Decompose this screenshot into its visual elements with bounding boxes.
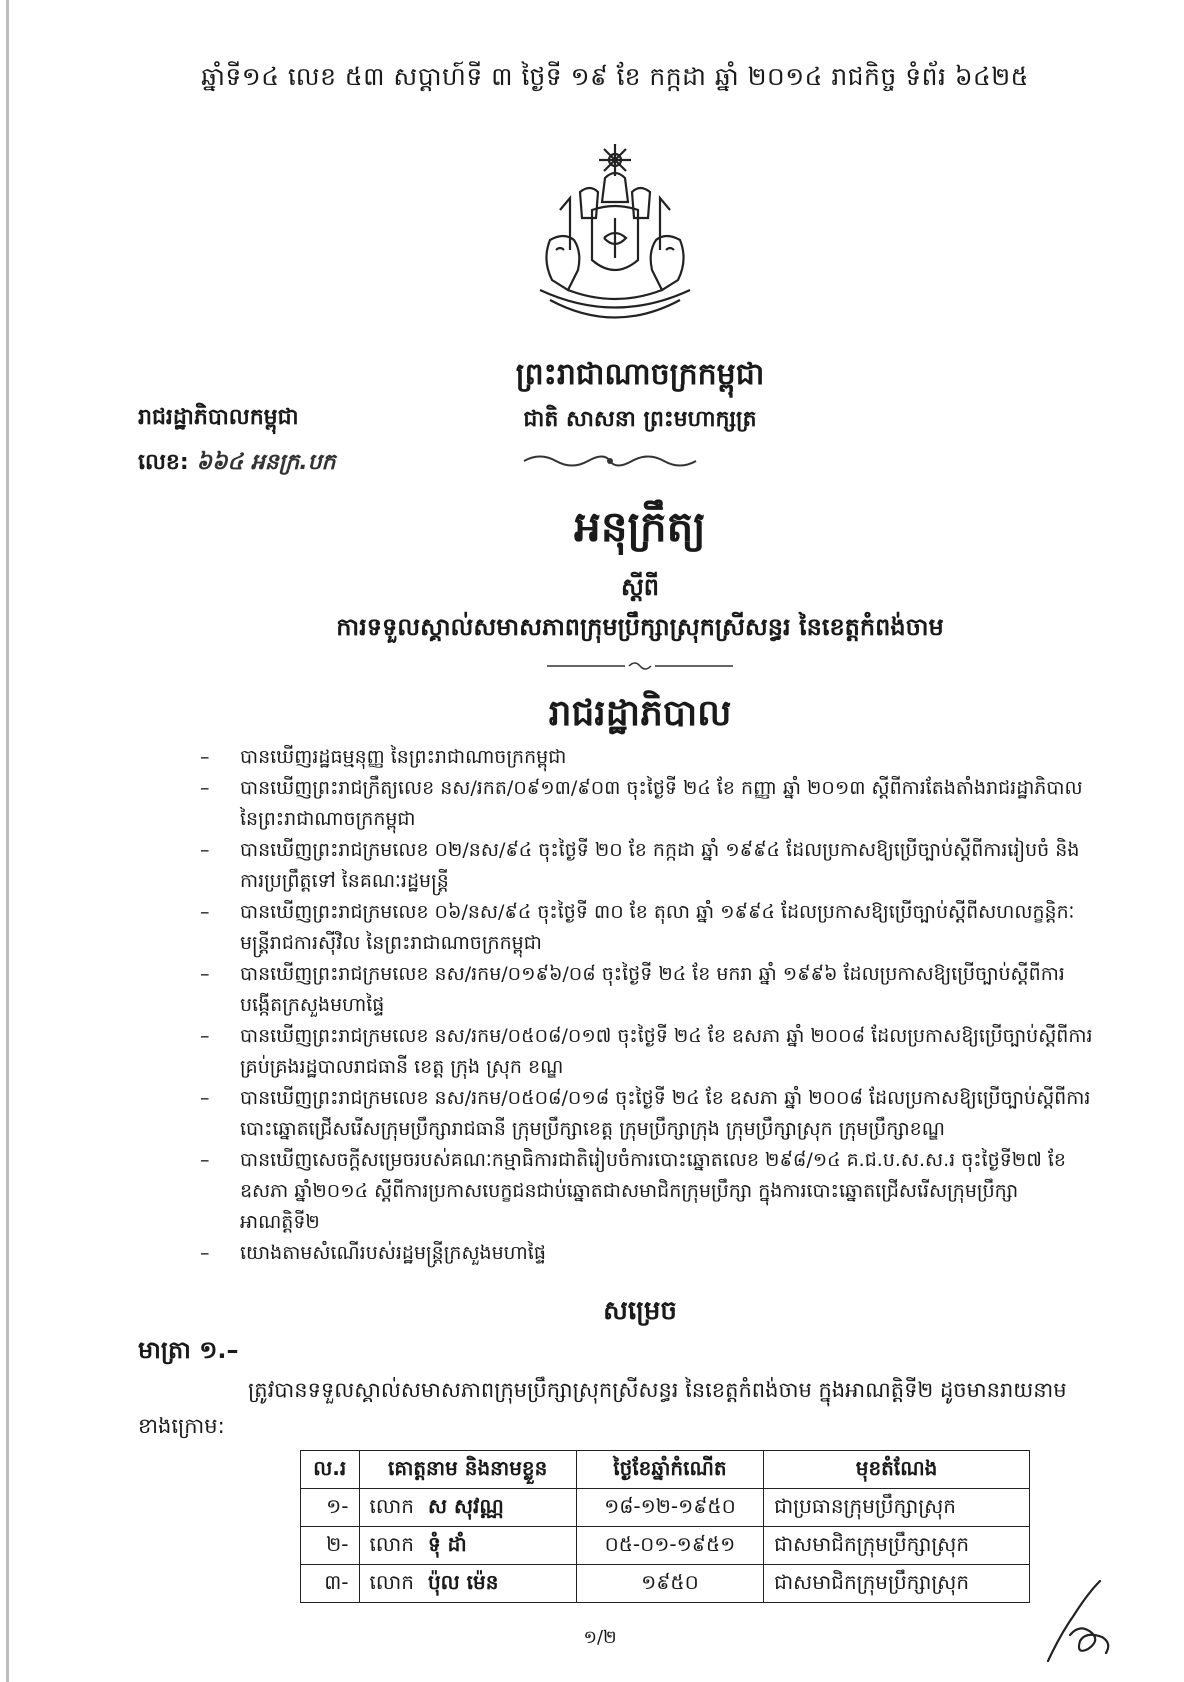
table-row [301,1489,1030,1527]
national-motto: ជាតិ សាសនា ព្រះមហាក្សត្រ [523,407,757,432]
scan-edge-shadow [6,0,9,1682]
document-type: អនុក្រឹត្យ [574,502,706,551]
kingdom-name: ព្រះរាជាណាចក្រកម្ពុជា [515,357,765,392]
column-header-dob: ថ្ងៃខែឆ្នាំកំណើត [576,1451,763,1489]
row-number: ១- [301,1489,360,1527]
list-item [200,742,1100,773]
page-number: ១/២ [583,1627,617,1648]
title-divider-icon [545,660,735,672]
member-name: ស សុវណ្ណ [427,1493,504,1518]
document-number-label: លេខ: [138,450,189,475]
royal-coat-of-arms-icon [520,140,710,330]
member-name-cell [359,1527,576,1565]
consideration-text: បានឃើញសេចក្តីសម្រេចរបស់គណៈកម្មាធិការជាតិរៀបចំការបោះឆ្នោតលេខ ២៩៨/១៤ គ.ជ.ប.ស.ស.រ ចុះថ្ងៃទី២៧ ខែឧសភា ឆ្នាំ២០១៤ ស្តីពីការប្រកាសបេក្ខជនជាប់ឆ្នោតជាសមាជិកក្រុមប្រឹក្សា ក្នុងការបោះឆ្នោតជ្រើសរើសក្រុមប្រឹក្សា អាណត្តិទី២ [240,1149,1066,1233]
list-dash: – [200,839,210,861]
list-item [200,773,1100,835]
article-1-heading: មាត្រា ១.– [138,1336,239,1364]
member-role: ជាសមាជិកក្រុមប្រឹក្សាស្រុក [764,1527,1030,1565]
document-title: ការទទួលស្គាល់សមាសភាពក្រុមប្រឹក្សាស្រុកស្រីសន្ធរ នៃខេត្តកំពង់ចាម [336,613,944,641]
article-1-body: ត្រូវបានទទួលស្គាល់សមាសភាពក្រុមប្រឹក្សាស្រុកស្រីសន្ធរ នៃខេត្តកំពង់ចាម ក្នុងអាណត្តិទី២ ដូចមានរាយនាមខាងក្រោម: [138,1378,1067,1438]
document-number [138,448,336,480]
consideration-text: បានឃើញរដ្ឋធម្មនុញ្ញ នៃព្រះរាជាណាចក្រកម្ពុជា [240,746,567,768]
list-dash: – [200,1149,210,1171]
column-header-no: ល.រ [301,1451,360,1489]
consideration-text: បានឃើញព្រះរាជក្រមលេខ នស/រកម/០៥០៨/០១៨ ចុះថ្ងៃទី ២៤ ខែ ឧសភា ឆ្នាំ ២០០៨ ដែលប្រកាសឱ្យប្រើច្បាប់ស្តីពីការបោះឆ្នោតជ្រើសរើសក្រុមប្រឹក្សារាជធានី ក្រុមប្រឹក្សាខេត្ត ក្រុមប្រឹក្សាក្រុង ក្រុមប្រឹក្សាស្រុក ក្រុមប្រឹក្សាខណ្ឌ [240,1087,1091,1140]
list-item [200,1083,1100,1145]
consideration-text: បានឃើញព្រះរាជក្រមលេខ ០៦/នស/៩៤ ចុះថ្ងៃទី ៣០ ខែ តុលា ឆ្នាំ ១៩៩៤ ដែលប្រកាសឱ្យប្រើច្បាប់ស្តីពីសហលក្ខន្តិកៈមន្ត្រីរាជការស៊ីវិល នៃព្រះរាជាណាចក្រកម្ពុជា [240,901,1075,954]
consideration-text: បានឃើញព្រះរាជក្រឹត្យលេខ នស/រកត/០៩១៣/៩០៣ ចុះថ្ងៃទី ២៤ ខែ កញ្ញា ឆ្នាំ ២០១៣ ស្តីពីការតែងតាំងរាជរដ្ឋាភិបាល នៃព្រះរាជាណាចក្រកម្ពុជា [240,777,1083,830]
considerations-list [200,742,1100,1269]
issuer-heading: រាជរដ្ឋាភិបាល [548,693,732,734]
row-number: ២- [301,1527,360,1565]
member-dob: ០៥-០១-១៩៥១ [576,1527,763,1565]
gazette-header: ឆ្នាំទី១៤ លេខ ៥៣ សប្តាហ៍ទី ៣ ថ្ងៃទី ១៩ ខែ កក្កដា ឆ្នាំ ២០១៤ រាជកិច្ច ទំព័រ ៦៤២៥ [201,62,1029,91]
member-name-cell [359,1489,576,1527]
list-dash: – [200,963,210,985]
list-dash: – [200,1025,210,1047]
list-dash: – [200,901,210,923]
list-item [200,835,1100,897]
consideration-text: បានឃើញព្រះរាជក្រមលេខ នស/រកម/០៥០៨/០១៧ ចុះថ្ងៃទី ២៤ ខែ ឧសភា ឆ្នាំ ២០០៨ ដែលប្រកាសឱ្យប្រើច្បាប់ស្តីពីការគ្រប់គ្រងរដ្ឋបាលរាជធានី ខេត្ត ក្រុង ស្រុក ខណ្ឌ [240,1025,1093,1078]
column-header-role: មុខតំណែង [764,1451,1030,1489]
member-name: ប៉ុល ម៉េន [427,1569,499,1594]
list-dash: – [200,777,210,799]
regarding-label: ស្តីពី [620,573,660,601]
member-title: លោក [369,1493,414,1518]
member-title: លោក [369,1569,414,1594]
consideration-text: បានឃើញព្រះរាជក្រមលេខ ០២/នស/៩៤ ចុះថ្ងៃទី ២០ ខែ កក្កដា ឆ្នាំ ១៩៩៤ ដែលប្រកាសឱ្យប្រើច្បាប់ស្តីពីការរៀបចំ និងការប្រព្រឹត្តទៅ នៃគណៈរដ្ឋមន្ត្រី [240,839,1080,892]
document-number-value: ៦៦៤ អនក្រ.បក [196,450,336,475]
members-table [300,1450,1030,1603]
table-header-row [301,1451,1030,1489]
list-item [200,1021,1100,1083]
consideration-text: យោងតាមសំណើរបស់រដ្ឋមន្ត្រីក្រសួងមហាផ្ទៃ [240,1242,546,1264]
list-item [200,897,1100,959]
member-dob: ១៩៥០ [576,1565,763,1603]
handwritten-signature-icon [1040,1575,1120,1665]
member-role: ជាសមាជិកក្រុមប្រឹក្សាស្រុក [764,1565,1030,1603]
ornament-divider-icon [520,450,700,472]
member-dob: ១៨-១២-១៩៥០ [576,1489,763,1527]
list-dash: – [200,746,210,768]
table-row [301,1527,1030,1565]
issuing-government: រាជរដ្ឋាភិបាលកម្ពុជា [138,405,299,430]
list-dash: – [200,1242,210,1264]
list-item [200,1145,1100,1238]
decision-heading: សម្រេច [603,1296,677,1326]
list-item [200,959,1100,1021]
list-dash: – [200,1087,210,1109]
table-row [301,1565,1030,1603]
row-number: ៣- [301,1565,360,1603]
member-role: ជាប្រធានក្រុមប្រឹក្សាស្រុក [764,1489,1030,1527]
column-header-name: គោត្តនាម និងនាមខ្លួន [359,1451,576,1489]
list-item [200,1238,1100,1269]
member-name-cell [359,1565,576,1603]
member-title: លោក [369,1531,414,1556]
member-name: ទុំ ដាំ [427,1531,467,1556]
consideration-text: បានឃើញព្រះរាជក្រមលេខ នស/រកម/០១៩៦/០៨ ចុះថ្ងៃទី ២៤ ខែ មករា ឆ្នាំ ១៩៩៦ ដែលប្រកាសឱ្យប្រើច្បាប់ស្តីពីការបង្កើតក្រសួងមហាផ្ទៃ [240,963,1065,1016]
